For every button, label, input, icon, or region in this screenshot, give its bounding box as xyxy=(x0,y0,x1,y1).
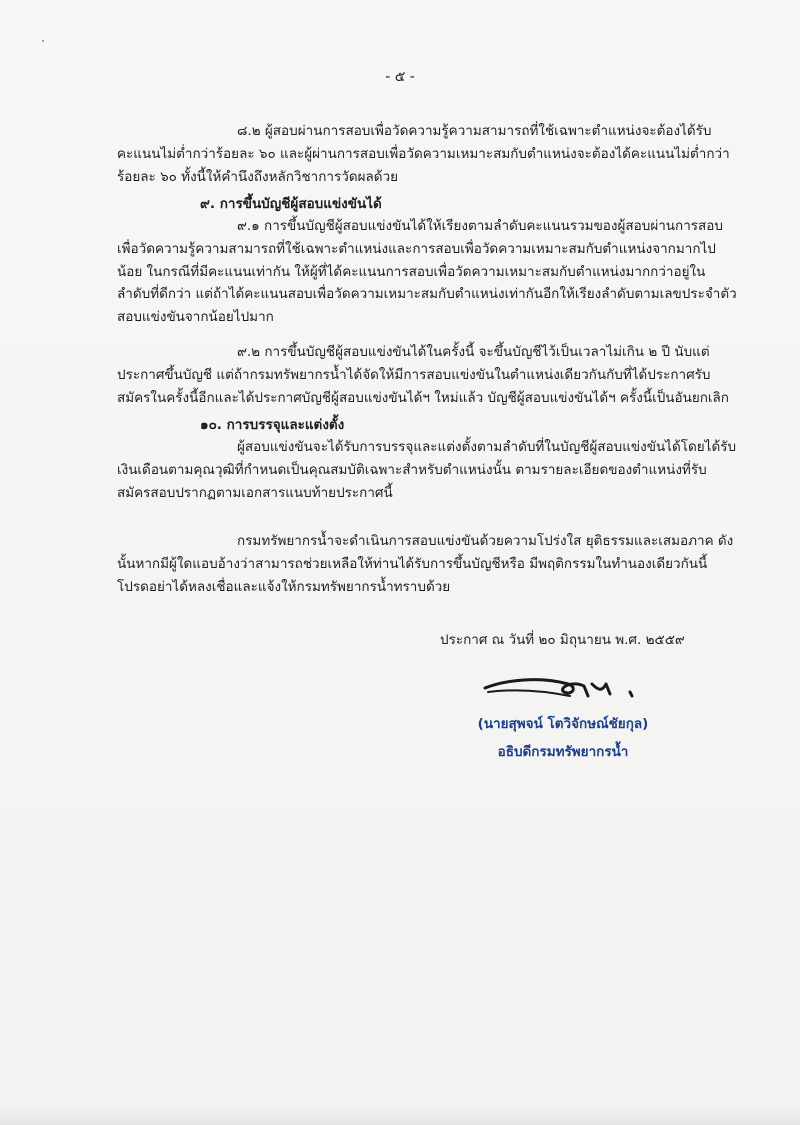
scan-speck xyxy=(42,40,44,42)
announcement-date: ประกาศ ณ วันที่ ๒๐ มิถุนายน พ.ศ. ๒๕๕๙ xyxy=(440,632,685,648)
paragraph-8-2: ๘.๒ ผู้สอบผ่านการสอบเพื่อวัดความรู้ความสามารถที่ใช้เฉพาะตำแหน่งจะต้องได้รับคะแนนไม่ต่ำกว่าร้อยละ ๖๐ และผู้ผ่านการสอบเพื่อวัดความเหมาะสมกับตำแหน่งจะต้องได้คะแนนไม่ต่ำกว่าร้อยละ ๖๐ ทั้งนี้ให้คำนึงถึงหลักวิชาการวัดผลด้วย xyxy=(117,123,730,185)
page-number: - ๕ - xyxy=(385,69,415,85)
paragraph-9-2: ๙.๒ การขึ้นบัญชีผู้สอบแข่งขันได้ในครั้งนี้ จะขึ้นบัญชีไว้เป็นเวลาไม่เกิน ๒ ปี นับแต่ประกาศขึ้นบัญชี แต่ถ้ากรมทรัพยากรน้ำได้จัดให้มีการสอบแข่งขันในตำแหน่งเดียวกันกับที่ได้ประกาศรับสมัครในครั้งนี้อีกและได้ประกาศบัญชีผู้สอบแข่งขันได้ฯ ใหม่แล้ว บัญชีผู้สอบแข่งขันได้ฯ ครั้งนี้เป็นอันยกเลิก xyxy=(117,344,729,406)
heading-section-9: ๙. การขึ้นบัญชีผู้สอบแข่งขันได้ xyxy=(200,196,382,212)
paragraph-10: ผู้สอบแข่งขันจะได้รับการบรรจุและแต่งตั้งตามลำดับที่ในบัญชีผู้สอบแข่งขันได้โดยได้รับเงินเดือนตามคุณวุฒิที่กำหนดเป็นคุณสมบัติเฉพาะสำหรับตำแหน่งนั้น ตามรายละเอียดของตำแหน่งที่รับสมัครสอบปรากฏตามเอกสารแนบท้ายประกาศนี้ xyxy=(117,439,737,501)
handwritten-signature xyxy=(480,662,650,710)
closing-paragraph: กรมทรัพยากรน้ำจะดำเนินการสอบแข่งขันด้วยความโปร่งใส ยุติธรรมและเสมอภาค ดังนั้นหากมีผู้ใดแอบอ้างว่าสามารถช่วยเหลือให้ท่านได้รับการขึ้นบัญชีหรือ มีพฤติกรรมในทำนองเดียวกันนี้โปรดอย่าได้หลงเชื่อและแจ้งให้กรมทรัพยากรน้ำทราบด้วย xyxy=(117,533,734,595)
scan-edge-shadow xyxy=(0,1107,800,1125)
heading-section-10: ๑๐. การบรรจุและแต่งตั้ง xyxy=(200,417,345,433)
signer-title: อธิบดีกรมทรัพยากรน้ำ xyxy=(497,744,629,760)
signer-name: (นายสุพจน์ โตวิจักษณ์ชัยกุล) xyxy=(477,716,649,732)
paragraph-9-1: ๙.๑ การขึ้นบัญชีผู้สอบแข่งขันได้ให้เรียงตามลำดับคะแนนรวมของผู้สอบผ่านการสอบเพื่อวัดความรู้ความสามารถที่ใช้เฉพาะตำแหน่งและการสอบเพื่อวัดความเหมาะสมกับตำแหน่งจากมากไปน้อย ในกรณีที่มีคะแนนเท่ากัน ให้ผู้ที่ได้คะแนนการสอบเพื่อวัดความเหมาะสมกับตำแหน่งมากกว่าอยู่ในลำดับที่ดีกว่า แต่ถ้าได้คะแนนสอบเพื่อวัดความเหมาะสมกับตำแหน่งเท่ากันอีกให้เรียงลำดับตามเลขประจำตัวสอบแข่งขันจากน้อยไปมาก xyxy=(117,218,737,326)
